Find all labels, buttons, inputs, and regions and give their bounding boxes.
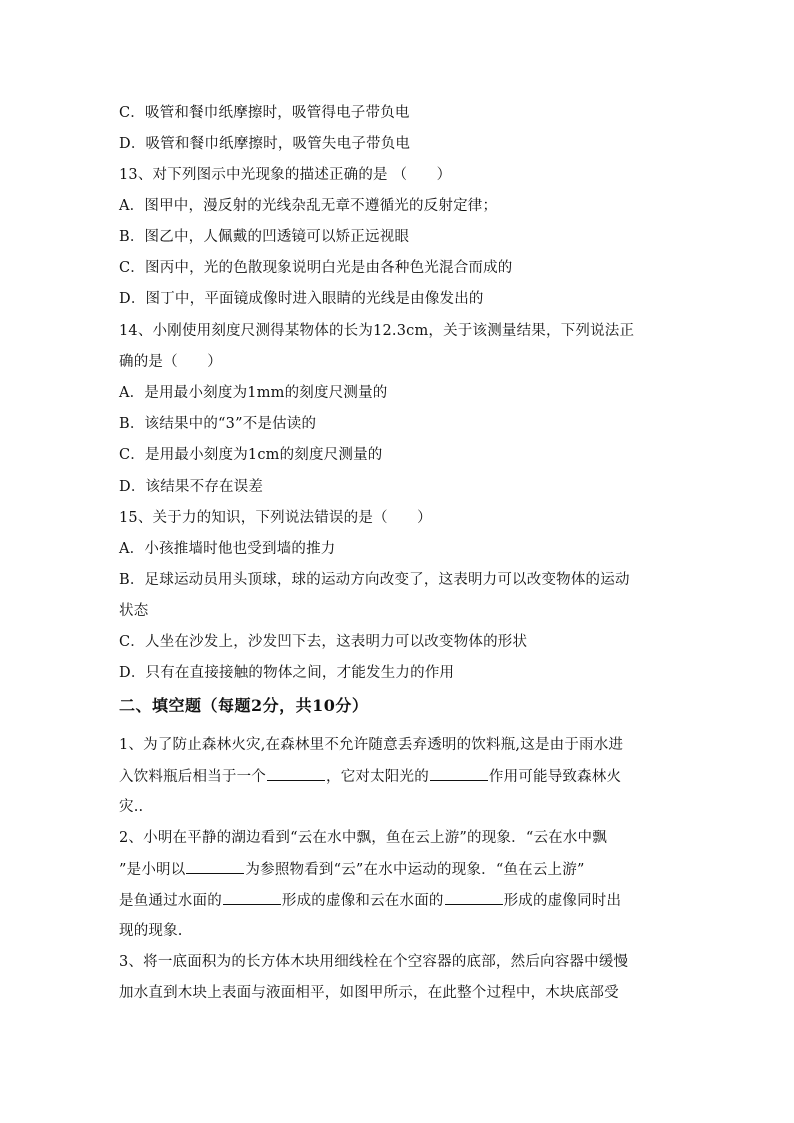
- q14-stem-line2: 确的是（ ）: [119, 354, 222, 370]
- q13-stem: 13、对下列图示中光现象的描述正确的是 （ ）: [119, 167, 452, 183]
- q14-stem-line1: 14、小刚使用刻度尺测得某物体的长为12.3cm，关于该测量结果，下列说法正: [119, 323, 635, 339]
- q13-option-b: B．图乙中，人佩戴的凹透镜可以矫正远视眼: [119, 229, 410, 245]
- q14-option-c: C．是用最小刻度为1cm的刻度尺测量的: [119, 447, 383, 463]
- fill-q2-text-d: 形成的虚像和云在水面的: [281, 893, 444, 909]
- fill-q1-text-a: 入饮料瓶后相当于一个: [119, 769, 266, 785]
- q15-option-a: A．小孩推墙时他也受到墙的推力: [119, 541, 336, 557]
- q14-option-d: D．该结果不存在误差: [119, 479, 264, 495]
- fill-q1-line1: 1、为了防止森林火灾,在森林里不允许随意丢弃透明的饮料瓶,这是由于雨水进: [119, 737, 624, 753]
- fill-q2-text-b: 为参照物看到“云”在水中运动的现象．“鱼在云上游”: [245, 862, 585, 878]
- answer-blank[interactable]: [267, 766, 325, 781]
- q15-option-b-line2: 状态: [119, 603, 149, 619]
- q13-option-c: C．图丙中，光的色散现象说明白光是由各种色光混合而成的: [119, 260, 513, 276]
- answer-blank[interactable]: [186, 859, 244, 874]
- q12-option-d: D．吸管和餐巾纸摩擦时，吸管失电子带负电: [119, 136, 411, 152]
- fill-q1-line2: [119, 766, 621, 787]
- fill-q3-line2: 加水直到木块上表面与液面相平，如图甲所示，在此整个过程中，木块底部受: [119, 985, 619, 1001]
- fill-q1-text-b: ，它对太阳光的: [326, 769, 429, 785]
- answer-blank[interactable]: [223, 890, 281, 905]
- fill-q2-text-a: ”是小明以: [119, 862, 186, 878]
- q15-stem: 15、关于力的知识，下列说法错误的是（ ）: [119, 510, 432, 526]
- q15-option-d: D．只有在直接接触的物体之间，才能发生力的作用: [119, 665, 455, 681]
- q14-option-b: B．该结果中的“3”不是估读的: [119, 416, 317, 432]
- q13-option-a: A．图甲中，漫反射的光线杂乱无章不遵循光的反射定律；: [119, 198, 498, 214]
- fill-q2-line3: [119, 890, 621, 911]
- q13-option-d: D．图丁中，平面镜成像时进入眼睛的光线是由像发出的: [119, 291, 484, 307]
- fill-q2-text-c: 是鱼通过水面的: [119, 893, 222, 909]
- fill-q2-text-e: 形成的虚像同时出: [503, 893, 622, 909]
- fill-q2-line4: 现的现象.: [119, 923, 183, 939]
- fill-q1-line3: 灾..: [119, 799, 144, 815]
- q12-option-c: C．吸管和餐巾纸摩擦时，吸管得电子带负电: [119, 105, 410, 121]
- q14-option-a: A．是用最小刻度为1mm的刻度尺测量的: [119, 385, 388, 401]
- fill-q2-line1: 2、小明在平静的湖边看到“云在水中飘，鱼在云上游”的现象．“云在水中飘: [119, 830, 607, 846]
- answer-blank[interactable]: [445, 890, 503, 905]
- q15-option-b-line1: B．足球运动员用头顶球，球的运动方向改变了，这表明力可以改变物体的运动: [119, 572, 630, 588]
- fill-q3-line1: 3、将一底面积为的长方体木块用细线栓在个空容器的底部，然后向容器中缓慢: [119, 954, 629, 970]
- fill-q2-line2: [119, 859, 585, 880]
- q15-option-c: C．人坐在沙发上，沙发凹下去，这表明力可以改变物体的形状: [119, 634, 528, 650]
- fill-q1-text-c: 作用可能导致森林火: [488, 769, 622, 785]
- answer-blank[interactable]: [430, 766, 488, 781]
- section-heading-fill-in: 二、填空题（每题2分，共10分）: [119, 696, 369, 715]
